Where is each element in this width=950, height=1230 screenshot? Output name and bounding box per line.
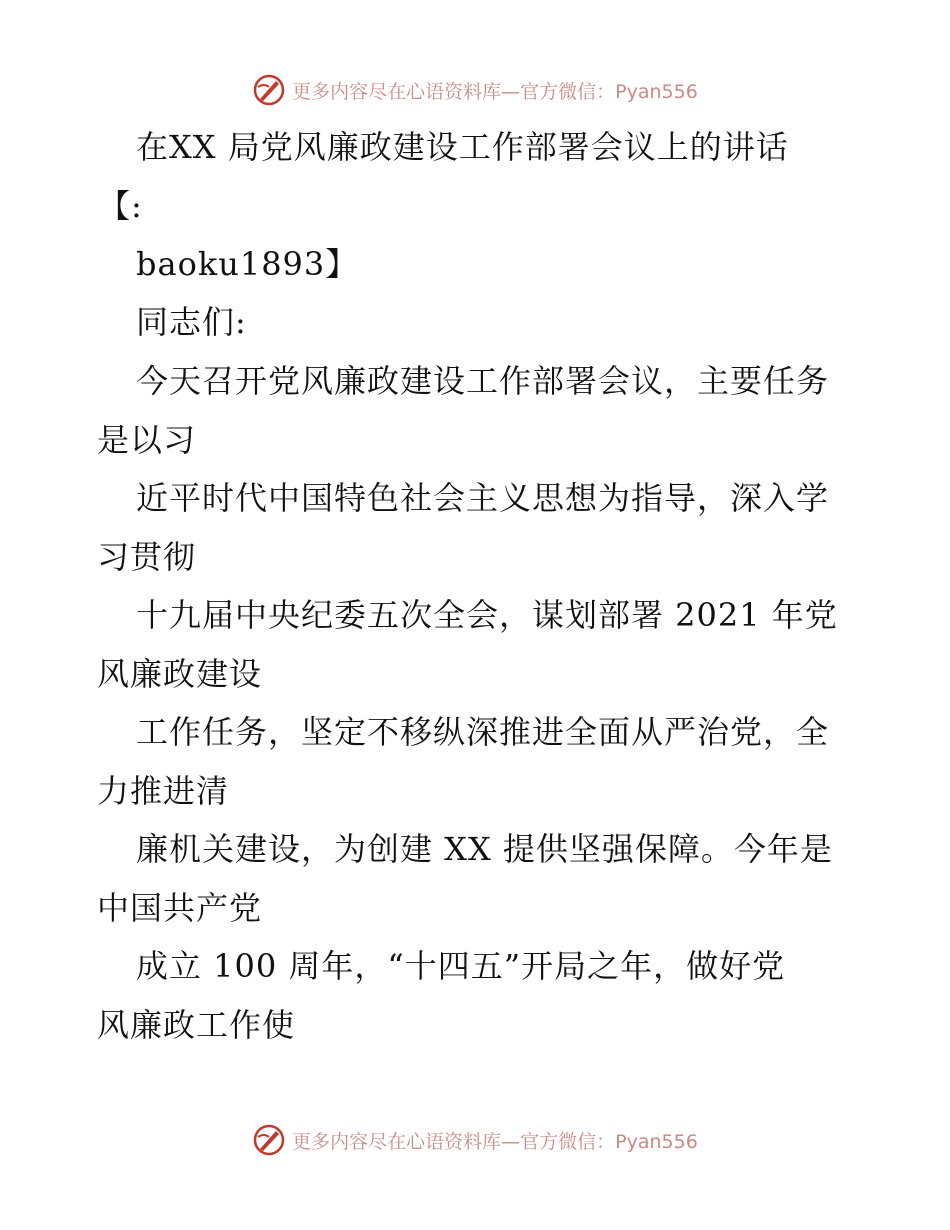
document-line: 风廉政建设	[97, 655, 263, 693]
header-banner	[0, 72, 950, 108]
document-line: 成立 100 周年，“十四五”开局之年，做好党	[136, 947, 786, 985]
footer-banner	[0, 1122, 950, 1158]
header-banner-text: 更多内容尽在心语资料库—官方微信：Pyan556	[292, 80, 698, 103]
document-line: 廉机关建设，为创建 XX 提供坚强保障。今年是	[136, 830, 833, 868]
document-line: 近平时代中国特色社会主义思想为指导，深入学	[136, 479, 830, 517]
document-line: 中国共产党	[97, 889, 263, 927]
document-line: 风廉政工作使	[97, 1006, 296, 1044]
quill-logo-icon	[252, 73, 286, 107]
document-line: baoku1893】	[136, 245, 359, 283]
document-line: 习贯彻	[97, 538, 197, 576]
salutation: 同志们:	[136, 303, 247, 341]
quill-logo-icon	[252, 1123, 286, 1157]
document-line: 工作任务，坚定不移纵深推进全面从严治党，全	[136, 713, 830, 751]
document-line: 【:	[98, 187, 143, 225]
document-line: 今天召开党风廉政建设工作部署会议，主要任务	[136, 362, 830, 400]
document-line: 力推进清	[97, 772, 230, 810]
document-title: 在XX 局党风廉政建设工作部署会议上的讲话	[136, 128, 789, 166]
footer-banner-text: 更多内容尽在心语资料库—官方微信：Pyan556	[292, 1130, 698, 1153]
document-line: 是以习	[97, 421, 197, 459]
document-line: 十九届中央纪委五次全会，谋划部署 2021 年党	[136, 596, 838, 634]
